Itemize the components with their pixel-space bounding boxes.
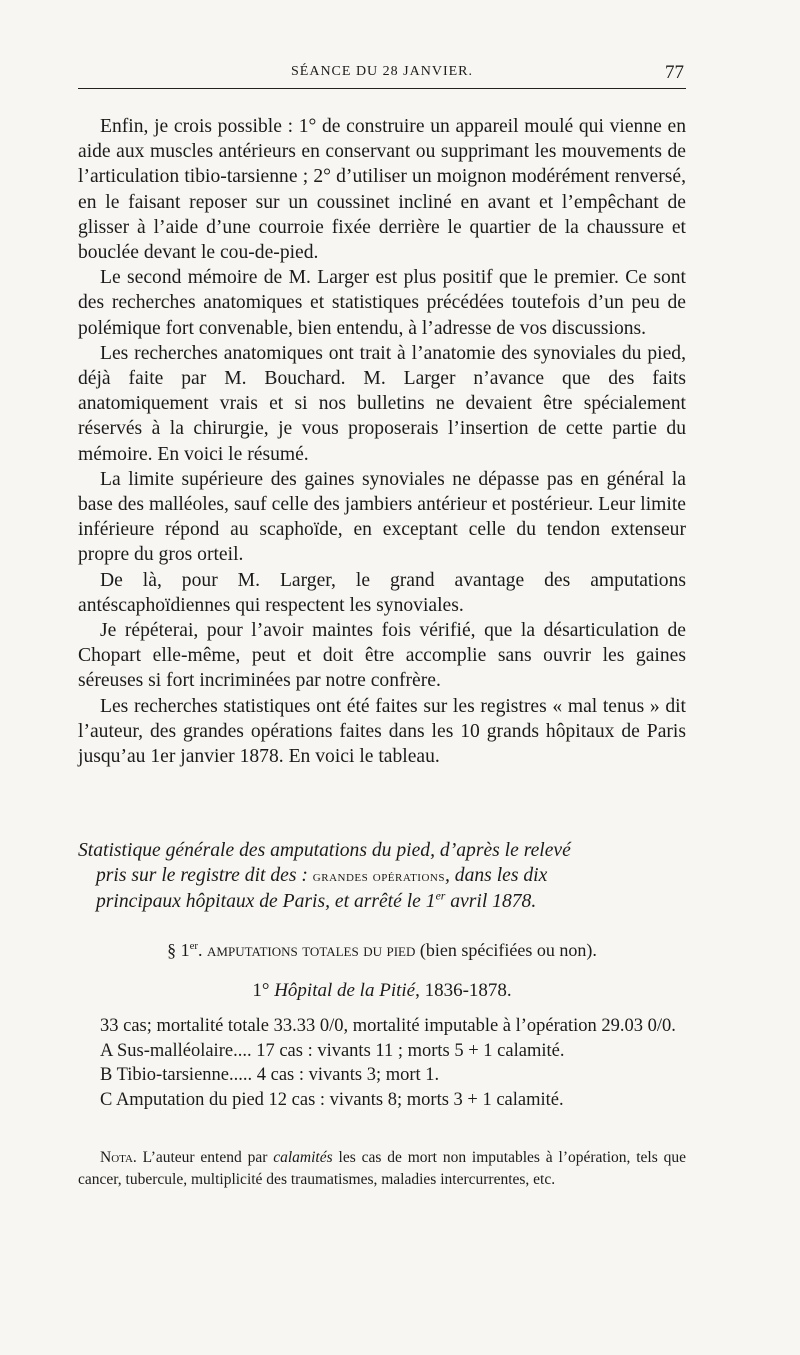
- paragraph: La limite supérieure des gaines synoviales ne dépasse pas en général la base des malléoles, sauf celle des jambiers antérieur et postérieur. Leur limite inférieure répond au scaphoïde, en exceptant celle du tendon extenseur propre du gros orteil.: [78, 468, 686, 566]
- paragraph: Enfin, je crois possible : 1° de construire un appareil moulé qui vienne en aide aux muscles antérieurs en conservant ou supprimant les mouvements de l’articulation tibio-tarsienne ; 2° d’utiliser un moignon modérément renversé, en le faisant reposer sur un coussinet incliné en avant et l’empêchant de glisser à l’aide d’une courroie fixée derrière le quartier de la chaussure et bouclée devant le cou-de-pied.: [78, 116, 686, 264]
- statistics-block: [78, 1014, 686, 1112]
- paragraph: Les recherches anatomiques ont trait à l’anatomie des synoviales du pied, déjà faite par M. Bouchard. M. Larger n’avance que des faits anatomiquement vrais et si nos bulletins ne devaient être spécialement réservés à la chirurgie, je vous proposerais l’insertion de cette partie du mémoire. En voici le résumé.: [78, 342, 686, 465]
- page-header: [78, 60, 686, 89]
- section-title: . amputations totales du pied: [198, 940, 416, 960]
- body-text: [78, 114, 686, 769]
- running-title: SÉANCE DU 28 JANVIER.: [291, 64, 473, 79]
- caption-text: , dans les dix: [444, 865, 548, 887]
- caption-line: [78, 863, 686, 889]
- note-paragraph: [78, 1147, 686, 1190]
- table-caption: [78, 838, 686, 915]
- subsection-prefix: 1°: [252, 980, 275, 1001]
- paragraph: De là, pour M. Larger, le grand avantage des amputations antéscaphoïdiennes qui respectent les synoviales.: [78, 569, 686, 616]
- section-mark: § 1: [167, 940, 190, 960]
- subsection-heading: [78, 980, 686, 1002]
- section-tail: (bien spécifiées ou non).: [415, 940, 597, 960]
- paragraph: Je répéterai, pour l’avoir maintes fois vérifié, que la désarticulation de Chopart elle-même, peut et doit être accomplie sans ouvrir les gaines séreuses si fort incriminées par notre confrère.: [78, 620, 686, 692]
- subsection-title: Hôpital de la Pitié: [274, 980, 416, 1001]
- caption-text: avril 1878.: [445, 891, 537, 913]
- note-label: Nota: [100, 1149, 133, 1166]
- footnote: [78, 1147, 686, 1190]
- page-number: 77: [665, 62, 684, 83]
- caption-text: pris sur le registre dit des :: [96, 865, 313, 887]
- statistics-row: A Sus-malléolaire.... 17 cas : vivants 11 ; morts 5 + 1 calamité.: [100, 1040, 565, 1061]
- section-superscript: er: [189, 940, 199, 952]
- section-heading: [78, 940, 686, 961]
- statistics-row: C Amputation du pied 12 cas : vivants 8; morts 3 + 1 calamité.: [100, 1089, 564, 1110]
- note-emphasis: calamités: [273, 1149, 333, 1166]
- caption-superscript: er: [435, 889, 446, 903]
- statistics-summary: 33 cas; mortalité totale 33.33 0/0, mortalité imputable à l’opération 29.03 0/0.: [100, 1016, 676, 1036]
- caption-text: principaux hôpitaux de Paris, et arrêté le 1: [96, 891, 436, 913]
- paragraph: Les recherches statistiques ont été faites sur les registres « mal tenus » dit l’auteur, des grandes opérations faites dans les 10 grands hôpitaux de Paris jusqu’au 1er janvier 1878. En voici le tableau.: [78, 695, 686, 768]
- note-text: . L’auteur entend par: [132, 1149, 274, 1166]
- subsection-years: , 1836-1878.: [415, 980, 512, 1001]
- caption-smallcaps: grandes opérations: [312, 868, 445, 886]
- caption-line: Statistique générale des amputations du pied, d’après le relevé: [78, 840, 571, 861]
- paragraph: Le second mémoire de M. Larger est plus positif que le premier. Ce sont des recherches anatomiques et statistiques précédées toutefois d’un peu de polémique fort convenable, bien entendu, à l’adresse de vos discussions.: [78, 267, 686, 339]
- statistics-row: B Tibio-tarsienne..... 4 cas : vivants 3; mort 1.: [100, 1065, 440, 1085]
- note-text: les cas de mort non imputables à l’opération, tels que cancer, tubercule, multiplicité des traumatismes, maladies intercurrentes, etc.: [78, 1149, 687, 1188]
- caption-line: [78, 889, 686, 914]
